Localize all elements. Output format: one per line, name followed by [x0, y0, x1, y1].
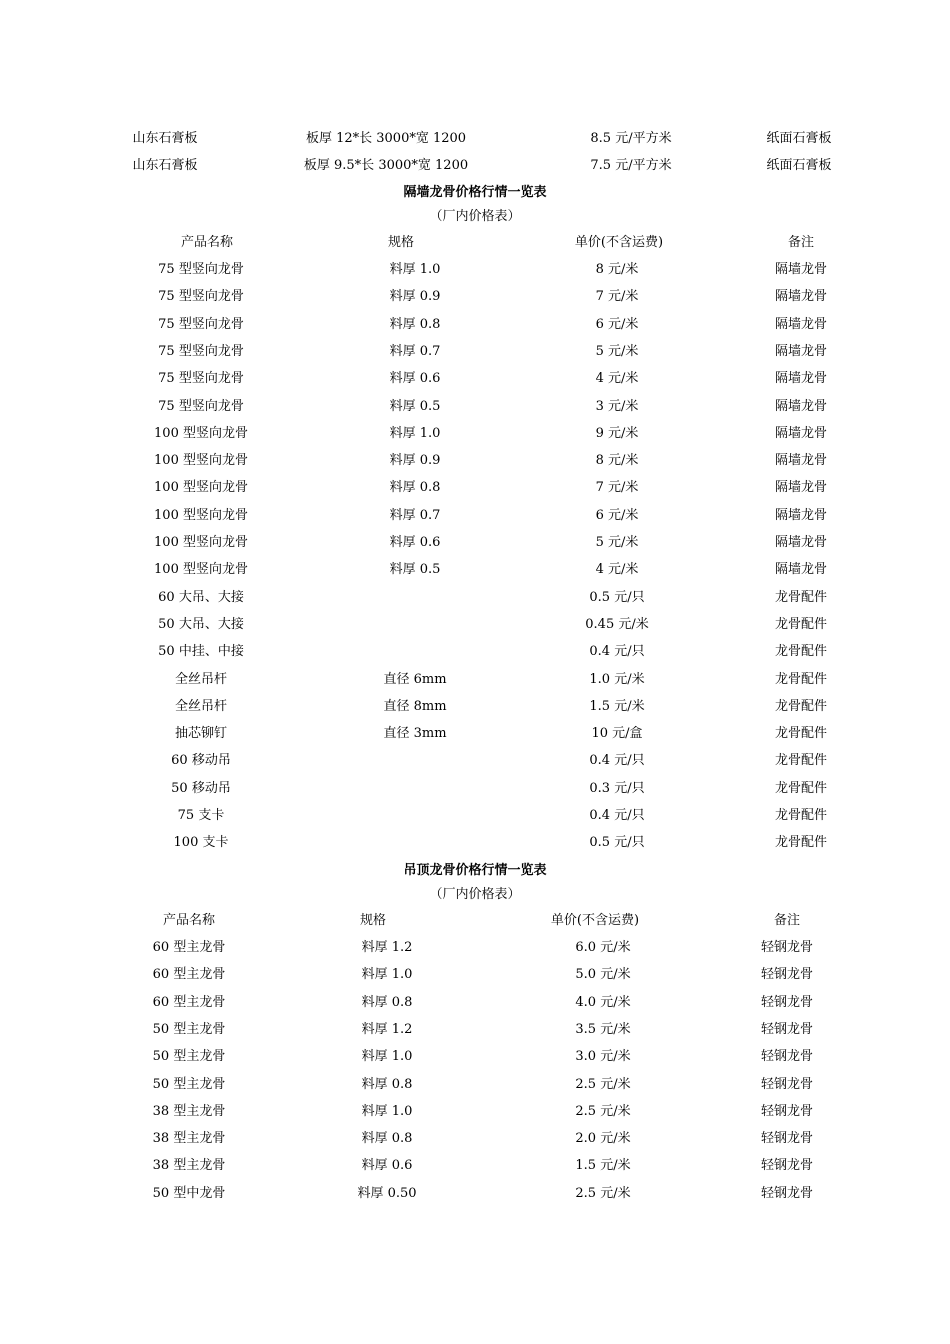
product-spec: 料厚 0.5 — [389, 398, 441, 414]
header-note: 备注 — [773, 913, 801, 928]
product-name: 50 型主龙骨 — [152, 1076, 226, 1092]
product-name: 75 支卡 — [177, 808, 225, 823]
product-name: 山东石膏板 — [132, 131, 198, 146]
product-price: 8.5 元/平方米 — [590, 131, 672, 146]
product-price: 7.5 元/平方米 — [590, 158, 672, 173]
product-spec: 料厚 0.8 — [361, 1131, 413, 1147]
product-spec: 料厚 1.0 — [361, 967, 413, 983]
product-note: 龙骨配件 — [774, 644, 828, 660]
table-row — [0, 311, 950, 338]
product-name: 75 型竖向龙骨 — [158, 289, 244, 305]
table-row — [0, 1125, 950, 1152]
table-row — [0, 1152, 950, 1179]
product-note: 隔墙龙骨 — [774, 316, 828, 332]
table-row — [0, 666, 950, 693]
product-note: 龙骨配件 — [774, 753, 828, 769]
product-name: 38 型主龙骨 — [152, 1103, 226, 1119]
table-row — [0, 393, 950, 420]
partition-table-header — [0, 229, 950, 256]
product-note: 轻钢龙骨 — [760, 1103, 814, 1119]
product-price: 5 元/米 — [595, 535, 639, 550]
product-name: 50 型主龙骨 — [152, 1049, 226, 1065]
product-spec: 料厚 1.2 — [361, 940, 413, 955]
product-spec: 料厚 0.8 — [389, 480, 441, 496]
product-price: 2.5 元/米 — [575, 1185, 631, 1201]
product-name: 38 型主龙骨 — [152, 1131, 226, 1147]
product-name: 38 型主龙骨 — [152, 1158, 226, 1174]
product-price: 0.4 元/只 — [589, 753, 645, 769]
product-note: 轻钢龙骨 — [760, 1049, 814, 1065]
product-name: 100 型竖向龙骨 — [154, 425, 248, 441]
product-note: 轻钢龙骨 — [760, 1185, 814, 1201]
product-spec: 料厚 0.6 — [389, 535, 441, 550]
product-name: 75 型竖向龙骨 — [158, 316, 244, 332]
partition-table-subtitle: （厂内价格表） — [429, 209, 521, 224]
product-price: 3.0 元/米 — [575, 1049, 631, 1065]
table-row — [0, 584, 950, 611]
product-price: 7 元/米 — [595, 289, 639, 305]
table-row — [0, 693, 950, 720]
product-price: 0.5 元/只 — [589, 835, 645, 851]
product-spec: 料厚 0.8 — [389, 316, 441, 332]
product-spec: 直径 6mm — [383, 671, 447, 687]
product-name: 全丝吊杆 — [174, 671, 228, 687]
product-note: 纸面石膏板 — [766, 131, 832, 146]
product-name: 100 支卡 — [173, 835, 229, 851]
product-price: 1.5 元/米 — [589, 698, 645, 714]
product-price: 0.3 元/只 — [589, 780, 645, 796]
product-note: 隔墙龙骨 — [774, 480, 828, 496]
table-row — [0, 447, 950, 474]
header-spec: 规格 — [359, 913, 387, 928]
table-row — [0, 720, 950, 747]
header-price: 单价(不含运费) — [574, 235, 664, 250]
header-name: 产品名称 — [180, 235, 234, 250]
table-row — [0, 1016, 950, 1043]
product-name: 山东石膏板 — [132, 158, 198, 173]
product-spec: 料厚 0.9 — [389, 289, 441, 305]
product-price: 8 元/米 — [595, 453, 639, 469]
table-row — [0, 125, 950, 152]
table-row — [0, 638, 950, 665]
product-price: 6 元/米 — [595, 316, 639, 332]
header-spec: 规格 — [387, 235, 415, 250]
table-row — [0, 1043, 950, 1070]
product-note: 轻钢龙骨 — [760, 994, 814, 1010]
product-spec: 板厚 9.5*长 3000*宽 1200 — [303, 158, 469, 173]
table-row — [0, 556, 950, 583]
product-name: 60 型主龙骨 — [152, 967, 226, 983]
table-row — [0, 989, 950, 1016]
product-price: 2.5 元/米 — [575, 1103, 631, 1119]
product-name: 50 中挂、中接 — [158, 644, 244, 660]
product-spec: 料厚 0.5 — [389, 562, 441, 578]
product-price: 6.0 元/米 — [575, 940, 631, 955]
table-row — [0, 802, 950, 829]
product-price: 0.4 元/只 — [589, 808, 645, 823]
product-name: 100 型竖向龙骨 — [154, 507, 248, 523]
product-price: 3.5 元/米 — [575, 1021, 631, 1037]
product-price: 1.0 元/米 — [589, 671, 645, 687]
table-row — [0, 1071, 950, 1098]
product-price: 0.4 元/只 — [589, 644, 645, 660]
product-note: 龙骨配件 — [774, 726, 828, 742]
product-name: 75 型竖向龙骨 — [158, 371, 244, 387]
ceiling-table-title: 吊顶龙骨价格行情一览表 — [403, 863, 547, 878]
table-row — [0, 1180, 950, 1207]
product-price: 0.5 元/只 — [589, 589, 645, 605]
table-row — [0, 152, 950, 179]
product-note: 龙骨配件 — [774, 589, 828, 605]
product-name: 50 型中龙骨 — [152, 1185, 226, 1201]
product-spec: 料厚 0.7 — [389, 507, 441, 523]
product-name: 100 型竖向龙骨 — [154, 562, 248, 578]
product-price: 5.0 元/米 — [575, 967, 631, 983]
product-name: 75 型竖向龙骨 — [158, 262, 244, 277]
product-note: 轻钢龙骨 — [760, 1021, 814, 1037]
product-note: 龙骨配件 — [774, 616, 828, 632]
product-price: 3 元/米 — [595, 398, 639, 414]
product-price: 2.0 元/米 — [575, 1131, 631, 1147]
product-spec: 料厚 1.0 — [361, 1103, 413, 1119]
product-note: 轻钢龙骨 — [760, 967, 814, 983]
product-spec: 料厚 1.0 — [361, 1049, 413, 1065]
product-spec: 料厚 0.9 — [389, 453, 441, 469]
product-price: 8 元/米 — [595, 262, 639, 277]
product-spec: 料厚 0.6 — [361, 1158, 413, 1174]
product-spec: 料厚 0.8 — [361, 994, 413, 1010]
product-note: 纸面石膏板 — [766, 158, 832, 173]
table-row — [0, 934, 950, 961]
product-spec: 料厚 1.0 — [389, 425, 441, 441]
product-note: 隔墙龙骨 — [774, 507, 828, 523]
product-note: 隔墙龙骨 — [774, 289, 828, 305]
product-price: 4.0 元/米 — [575, 994, 631, 1010]
table-row — [0, 474, 950, 501]
table-row — [0, 420, 950, 447]
product-spec: 直径 3mm — [383, 726, 447, 742]
product-note: 隔墙龙骨 — [774, 535, 828, 550]
table-row — [0, 747, 950, 774]
product-spec: 料厚 0.6 — [389, 371, 441, 387]
product-note: 龙骨配件 — [774, 698, 828, 714]
product-note: 隔墙龙骨 — [774, 562, 828, 578]
product-note: 轻钢龙骨 — [760, 1131, 814, 1147]
product-note: 轻钢龙骨 — [760, 1158, 814, 1174]
product-name: 全丝吊杆 — [174, 698, 228, 714]
product-price: 2.5 元/米 — [575, 1076, 631, 1092]
product-note: 隔墙龙骨 — [774, 453, 828, 469]
product-price: 7 元/米 — [595, 480, 639, 496]
product-name: 60 型主龙骨 — [152, 994, 226, 1010]
table-row — [0, 961, 950, 988]
product-note: 隔墙龙骨 — [774, 343, 828, 359]
product-spec: 料厚 0.7 — [389, 343, 441, 359]
product-price: 4 元/米 — [595, 562, 639, 578]
table-row — [0, 283, 950, 310]
product-note: 隔墙龙骨 — [774, 425, 828, 441]
product-note: 轻钢龙骨 — [760, 1076, 814, 1092]
product-spec: 料厚 0.50 — [357, 1185, 417, 1201]
product-note: 龙骨配件 — [774, 671, 828, 687]
product-note: 龙骨配件 — [774, 780, 828, 796]
product-spec: 直径 8mm — [383, 698, 447, 714]
table-row — [0, 256, 950, 283]
product-name: 75 型竖向龙骨 — [158, 343, 244, 359]
product-name: 60 大吊、大接 — [158, 589, 244, 605]
product-name: 100 型竖向龙骨 — [154, 480, 248, 496]
header-price: 单价(不含运费) — [550, 913, 640, 928]
product-name: 75 型竖向龙骨 — [158, 398, 244, 414]
header-name: 产品名称 — [162, 913, 216, 928]
product-price: 1.5 元/米 — [575, 1158, 631, 1174]
product-price: 9 元/米 — [595, 425, 639, 441]
product-note: 隔墙龙骨 — [774, 398, 828, 414]
table-row — [0, 338, 950, 365]
product-name: 50 移动吊 — [171, 780, 231, 796]
table-row — [0, 365, 950, 392]
partition-table-title: 隔墙龙骨价格行情一览表 — [403, 185, 547, 200]
product-note: 龙骨配件 — [774, 808, 828, 823]
ceiling-table-subtitle: （厂内价格表） — [429, 887, 521, 902]
product-name: 100 型竖向龙骨 — [154, 535, 248, 550]
table-row — [0, 775, 950, 802]
table-row — [0, 611, 950, 638]
product-note: 隔墙龙骨 — [774, 262, 828, 277]
product-price: 6 元/米 — [595, 507, 639, 523]
product-price: 10 元/盒 — [591, 726, 643, 742]
product-spec: 料厚 1.0 — [389, 262, 441, 277]
table-row — [0, 502, 950, 529]
product-name: 50 型主龙骨 — [152, 1021, 226, 1037]
product-name: 60 移动吊 — [171, 753, 231, 769]
product-spec: 料厚 0.8 — [361, 1076, 413, 1092]
product-spec: 板厚 12*长 3000*宽 1200 — [305, 131, 467, 146]
header-note: 备注 — [787, 235, 815, 250]
product-name: 50 大吊、大接 — [158, 616, 244, 632]
product-name: 60 型主龙骨 — [152, 940, 226, 955]
product-price: 4 元/米 — [595, 371, 639, 387]
table-row — [0, 529, 950, 556]
table-row — [0, 1098, 950, 1125]
product-note: 龙骨配件 — [774, 835, 828, 851]
table-row — [0, 829, 950, 856]
product-spec: 料厚 1.2 — [361, 1021, 413, 1037]
product-price: 5 元/米 — [595, 343, 639, 359]
product-note: 隔墙龙骨 — [774, 371, 828, 387]
ceiling-table-header — [0, 907, 950, 934]
product-price: 0.45 元/米 — [585, 616, 649, 632]
product-note: 轻钢龙骨 — [760, 940, 814, 955]
product-name: 100 型竖向龙骨 — [154, 453, 248, 469]
product-name: 抽芯铆钉 — [174, 726, 228, 742]
